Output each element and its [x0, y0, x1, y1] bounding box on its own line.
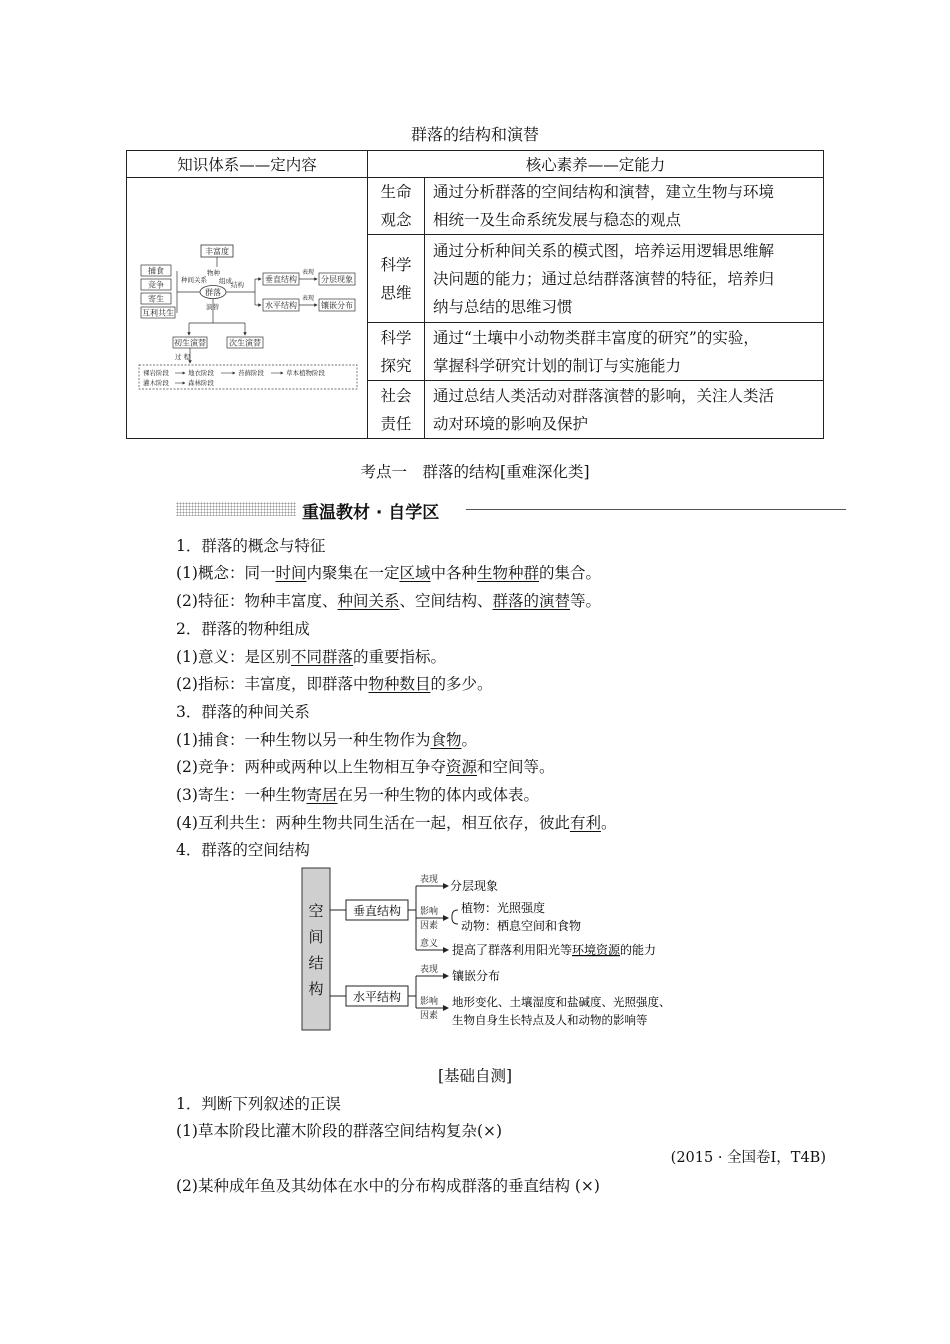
map-show-label-2: 表现 [302, 295, 315, 302]
diag-v-plant: 植物：光照强度 [461, 901, 546, 915]
map-structure-label: 结构 [231, 281, 244, 289]
table-header-right: 核心素养——定能力 [368, 151, 824, 178]
diag-h-show: 镶嵌分布 [452, 969, 501, 983]
diag-v-show: 分层现象 [450, 879, 499, 893]
page-title: 群落的结构和演替 [410, 125, 539, 144]
self-study-banner [176, 498, 846, 522]
map-stage-6: 森林阶段 [188, 379, 214, 387]
diag-lbl-show-2: 表现 [420, 965, 439, 975]
line-2-1: (1)意义：是区别不同群落的重要指标。 [176, 648, 446, 666]
map-label-wuzhong: 物种 [207, 269, 220, 277]
map-succession-box-1: 初生演替 [174, 338, 206, 348]
diag-char-3: 结 [308, 954, 324, 972]
diag-lbl-yinsu-2: 因素 [420, 1011, 439, 1021]
diag-horizontal: 水平结构 [352, 990, 402, 1004]
map-succession-label: 演替 [206, 303, 219, 311]
banner-rule [466, 509, 846, 510]
heading-2: 2．群落的物种组成 [176, 620, 310, 638]
diag-lbl-ying-2: 影响 [420, 997, 439, 1007]
question-1: 1．判断下列叙述的正误 [176, 1095, 341, 1113]
map-right-box-1: 垂直结构 [265, 275, 297, 284]
map-left-box-1: 捕食 [148, 266, 164, 276]
map-stage-5: 灌木阶段 [143, 379, 169, 387]
row-text-3: 通过“土壤中小动物类群丰富度的研究”的实验， 掌握科学研究计划的制订与实施能力 [425, 323, 824, 381]
diag-lbl-ying-1: 影响 [420, 907, 439, 917]
diag-h-factor-2: 生物自身生长特点及人和动物的影响等 [452, 1013, 648, 1027]
question-1-2: (2)某种成年鱼及其幼体在水中的分布构成群落的垂直结构 (×) [176, 1177, 600, 1195]
heading-4: 4．群落的空间结构 [176, 841, 310, 859]
row-label-1: 生命 观念 [368, 178, 425, 235]
spatial-structure-diagram [300, 864, 700, 1034]
map-stage-1: 裸岩阶段 [143, 369, 169, 377]
diag-char-2: 间 [308, 928, 324, 946]
line-2-2: (2)指标：丰富度，即群落中物种数目的多少。 [176, 675, 493, 693]
map-show-label-1: 表现 [302, 269, 315, 276]
row-text-4: 通过总结人类活动对群落演替的影响，关注人类活 动对环境的影响及保护 [425, 381, 824, 439]
table-header-left: 知识体系——定内容 [127, 151, 368, 178]
row-label-4: 社会 责任 [368, 381, 425, 439]
map-left-box-2: 竞争 [148, 280, 164, 290]
map-far-right-box-2: 镶嵌分布 [321, 301, 353, 310]
map-stage-3: 苔藓阶段 [238, 369, 264, 377]
line-3-4: (4)互利共生：两种生物共同生活在一起，相互依存，彼此有利。 [176, 814, 617, 832]
banner-text: 重温教材 · 自学区 [302, 503, 440, 523]
line-3-3: (3)寄生：一种生物寄居在另一种生物的体内或体表。 [176, 786, 539, 804]
diag-lbl-show-1: 表现 [420, 875, 439, 885]
diag-lbl-yinsu-1: 因素 [420, 921, 439, 931]
diag-char-4: 构 [308, 980, 324, 998]
map-relation-label: 种间关系 [181, 276, 207, 284]
row-label-2: 科学 思维 [368, 235, 425, 323]
map-left-box-3: 寄生 [148, 294, 164, 304]
diag-v-meaning: 提高了群落利用阳光等环境资源的能力 [452, 943, 657, 957]
banner-dots [176, 502, 296, 516]
map-far-right-box-1: 分层现象 [321, 275, 353, 284]
concept-map-cell [127, 178, 368, 439]
knowledge-table [126, 150, 824, 439]
map-left-box-4: 互利共生 [142, 308, 174, 318]
diag-v-animal: 动物：栖息空间和食物 [461, 919, 582, 933]
map-center: 群落 [205, 288, 221, 297]
self-test-title: [基础自测] [437, 1067, 513, 1085]
line-1-1: (1)概念：同一时间内聚集在一定区域中各种生物种群的集合。 [176, 564, 602, 582]
diag-lbl-yiyi: 意义 [420, 939, 439, 949]
diag-h-factor-1: 地形变化、土壤湿度和盐碱度、光照强度、 [452, 995, 671, 1009]
section-heading: 考点一 群落的结构[重难深化类] [360, 463, 590, 481]
row-text-1: 通过分析群落的空间结构和演替，建立生物与环境 相统一及生命系统发展与稳态的观点 [425, 178, 824, 235]
map-right-box-2: 水平结构 [265, 301, 297, 310]
map-stage-2: 地衣阶段 [188, 369, 214, 377]
question-1-1-source: (2015 · 全国卷Ⅰ，T4B) [670, 1150, 826, 1166]
question-1-1: (1)草本阶段比灌木阶段的群落空间结构复杂(×) [176, 1122, 503, 1140]
row-text-2: 通过分析种间关系的模式图，培养运用逻辑思维解 决问题的能力；通过总结群落演替的特征，培养归 纳与总结的思维习惯 [425, 235, 824, 323]
diag-char-1: 空 [308, 902, 324, 920]
line-3-1: (1)捕食：一种生物以另一种生物作为食物。 [176, 731, 477, 749]
map-process-label: 过 程 [175, 353, 191, 361]
heading-1: 1．群落的概念与特征 [176, 537, 326, 555]
map-label-zucheng: 组成 [219, 277, 232, 285]
map-succession-box-2: 次生演替 [229, 338, 261, 348]
diag-vertical: 垂直结构 [352, 904, 402, 918]
heading-3: 3．群落的种间关系 [176, 703, 310, 721]
row-label-3: 科学 探究 [368, 323, 425, 381]
concept-map [127, 179, 367, 437]
map-stage-4: 草本植物阶段 [286, 369, 325, 377]
line-1-2: (2)特征：物种丰富度、种间关系、空间结构、群落的演替等。 [176, 592, 602, 610]
line-3-2: (2)竞争：两种或两种以上生物相互争夺资源和空间等。 [176, 758, 555, 776]
map-top-box: 丰富度 [205, 247, 229, 256]
